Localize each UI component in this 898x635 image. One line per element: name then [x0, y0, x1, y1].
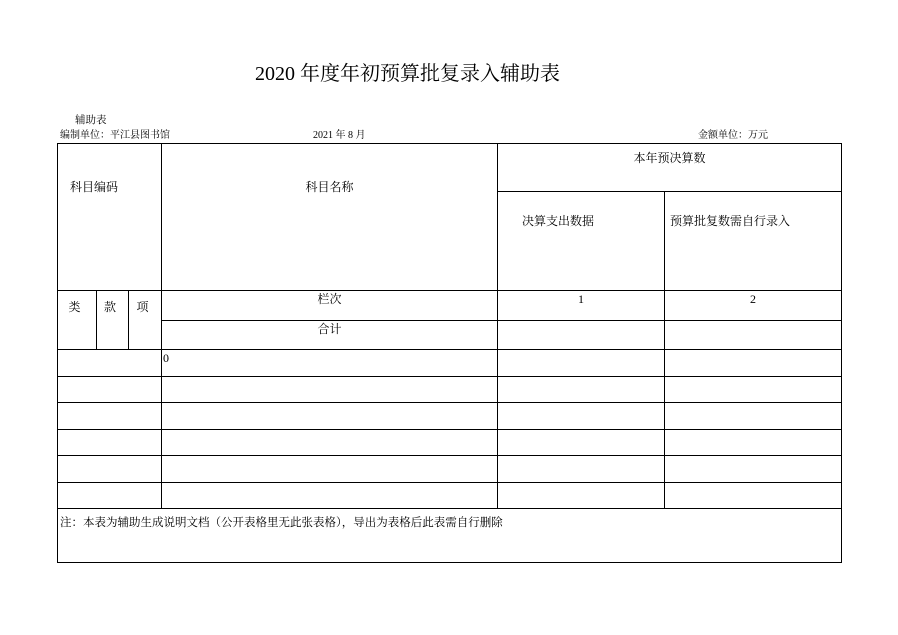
- total-row-label: 合计: [162, 321, 498, 350]
- table-row: [58, 377, 842, 403]
- header-category-lei: 类: [58, 291, 97, 350]
- column-number-row: [58, 291, 842, 321]
- row-final-cell: [498, 377, 665, 403]
- row-budget-cell: [665, 456, 842, 483]
- row-name-cell: [162, 430, 498, 456]
- row-code-cell: [58, 456, 162, 483]
- table-row: [58, 350, 842, 377]
- budget-table: [57, 143, 842, 563]
- column-number-1: 1: [498, 291, 665, 321]
- row-name-cell: [162, 377, 498, 403]
- form-subtitle: 辅助表: [75, 115, 107, 126]
- row-final-cell: [498, 430, 665, 456]
- header-approved-budget: 预算批复数需自行录入: [665, 192, 842, 291]
- table-row: [58, 430, 842, 456]
- row-final-cell: [498, 456, 665, 483]
- row-code-cell: [58, 483, 162, 509]
- table-row: [58, 403, 842, 430]
- compiling-unit-label: 编制单位：平江县图书馆: [60, 130, 170, 141]
- row-code-cell: [58, 430, 162, 456]
- amount-unit-label: 金额单位：万元: [698, 130, 768, 141]
- footnote: 注：本表为辅助生成说明文档（公开表格里无此张表格），导出为表格后此表需自行删除: [58, 509, 842, 563]
- row-budget-cell: [665, 377, 842, 403]
- report-date: 2021 年 8 月: [313, 130, 366, 141]
- header-subject-code: 科目编码: [58, 144, 162, 291]
- table-row: [58, 483, 842, 509]
- header-category-xiang: 项: [129, 291, 162, 350]
- row-name-cell: [162, 483, 498, 509]
- row-code-cell: [58, 350, 162, 377]
- header-row-1: [58, 144, 842, 192]
- row-final-cell: [498, 403, 665, 430]
- row-name-cell: [162, 456, 498, 483]
- row-budget-cell: [665, 430, 842, 456]
- total-row: [58, 321, 842, 350]
- row-code-cell: [58, 377, 162, 403]
- row-budget-cell: [665, 403, 842, 430]
- row-final-cell: [498, 483, 665, 509]
- row-budget-cell: [665, 350, 842, 377]
- row-code-cell: [58, 403, 162, 430]
- row-name-cell: [162, 403, 498, 430]
- row-budget-cell: [665, 483, 842, 509]
- row-final-cell: [498, 350, 665, 377]
- total-final-value: [498, 321, 665, 350]
- page-title: 2020 年度年初预算批复录入辅助表: [255, 63, 560, 85]
- header-column-number: 栏次: [162, 291, 498, 321]
- header-current-year-amounts: 本年预决算数: [498, 144, 842, 192]
- total-budget-value: [665, 321, 842, 350]
- header-final-expenditure: 决算支出数据: [498, 192, 665, 291]
- column-number-2: 2: [665, 291, 842, 321]
- header-category-kuan: 款: [97, 291, 129, 350]
- table-row: [58, 456, 842, 483]
- footnote-row: [58, 509, 842, 563]
- row-name-cell: 0: [162, 350, 498, 377]
- header-subject-name: 科目名称: [162, 144, 498, 291]
